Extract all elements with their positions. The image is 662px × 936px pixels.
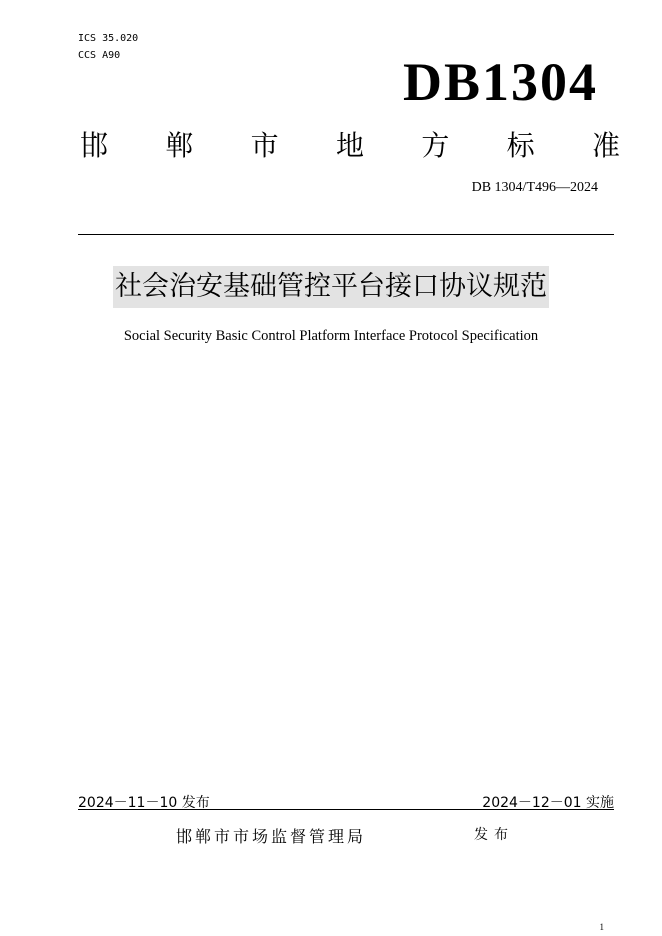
title-chinese-wrapper	[0, 266, 662, 308]
implementation-date: 2024－12－01 实施	[482, 795, 614, 811]
release-date: 2024－11－10 发布	[78, 795, 210, 811]
issuing-authority: 邯郸市市场监督管理局	[176, 827, 367, 846]
standard-type-char: 标	[506, 129, 535, 162]
standard-type-char: 方	[421, 129, 450, 162]
standard-type-char: 准	[591, 129, 620, 162]
ccs-code: CCS A90	[78, 50, 121, 61]
document-title-chinese: 社会治安基础管控平台接口协议规范	[113, 266, 549, 308]
issue-label: 发布	[474, 827, 514, 843]
header-divider	[78, 234, 614, 235]
document-title-english: Social Security Basic Control Platform Interface Protocol Specification	[123, 328, 539, 344]
page-number: 1	[599, 922, 604, 932]
standard-code-logo: DB1304	[402, 52, 598, 112]
standard-type-heading	[80, 129, 620, 162]
standard-type-char: 地	[335, 129, 364, 162]
standard-number: DB 1304/T496—2024	[471, 180, 598, 195]
standard-type-char: 市	[250, 129, 279, 162]
standard-type-char: 邯	[80, 129, 109, 162]
footer-divider	[78, 809, 614, 810]
standard-type-char: 郸	[165, 129, 194, 162]
ics-code: ICS 35.020	[78, 33, 139, 44]
